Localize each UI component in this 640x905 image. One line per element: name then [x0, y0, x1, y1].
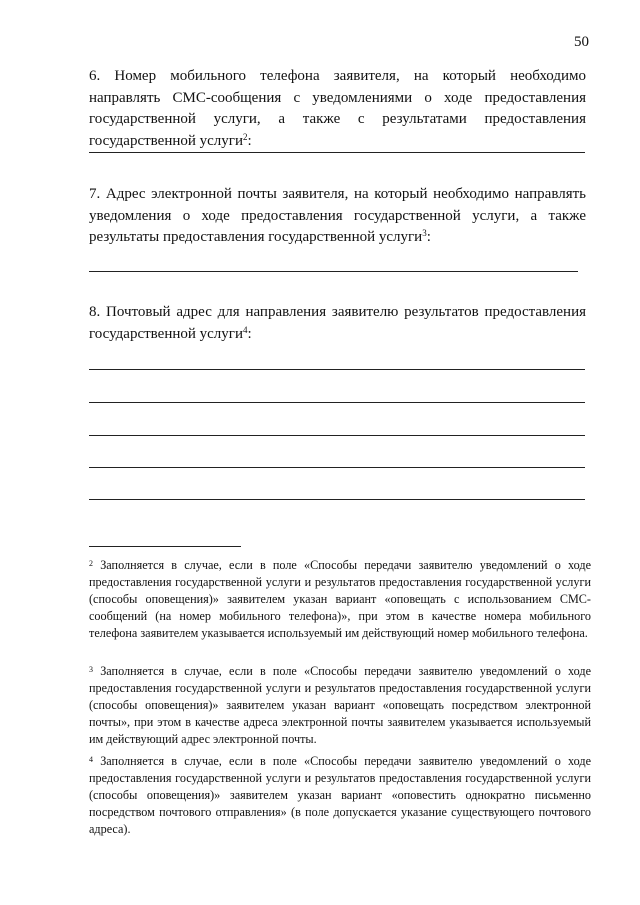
item-7-email-label: 7. Адрес электронной почты заявителя, на который необходимо направлять уведомления о ходе предоставления государственной услуги, а также результаты предоставления государственной услуги$^3$: — [89, 186, 586, 245]
footnote-number: 4 — [89, 755, 93, 764]
postal-address-fill-line[interactable] — [89, 402, 585, 403]
footnote-3: $^3$ Заполняется в случае, если в поле «Способы передачи заявителю уведомлений о ходе предоставления государственной услуги и результатов предоставления государственной услуги (способы оповещения)» заявителем указан вариант «оповещать посредством электронной почты», при этом в качестве адреса электронной почты заявителем указывается используемый им действующий адрес электронной почты. — [89, 664, 592, 746]
mobile-phone-fill-line[interactable] — [89, 152, 585, 153]
postal-address-fill-line[interactable] — [89, 499, 585, 500]
footnote-4: $^4$ Заполняется в случае, если в поле «Способы передачи заявителю уведомлений о ходе предоставления государственной услуги и результатов предоставления государственной услуги (способы оповещения)» заявителем указан вариант «оповестить однократно письменно посредством почтового отправления» (в поле допускается указание существующего почтового адреса). — [89, 754, 592, 836]
footnote-separator — [89, 546, 241, 547]
footnote-number: 3 — [89, 665, 93, 674]
postal-address-fill-line[interactable] — [89, 369, 585, 370]
postal-address-fill-line[interactable] — [89, 435, 585, 436]
footnote-ref-3: 3 — [422, 228, 427, 238]
footnote-ref-4: 4 — [242, 324, 248, 335]
postal-address-fill-line[interactable] — [89, 467, 585, 468]
footnote-2: $^2$ Заполняется в случае, если в поле «Способы передачи заявителю уведомлений о ходе предоставления государственной услуги и результатов предоставления государственной услуги (способы оповещения)» заявителем указан вариант «оповещать с использованием СМС-сообщений (на номер мобильного телефона)», при этом в качестве номера мобильного телефона заявителем указывается используемый им действующий номер мобильного телефона. — [89, 558, 592, 640]
footnote-number: 2 — [89, 559, 93, 568]
item-8-postal-address-label: 8. Почтовый адрес для направления заявителю результатов предоставления государственной услуги$^4$: — [89, 304, 586, 342]
item-6-mobile-phone-label: 6. Номер мобильного телефона заявителя, на который необходимо направлять СМС-сообщения с уведомлениями о ходе предоставления государственной услуги, а также с результатами предоставления государственной услуги$^2$: — [89, 68, 586, 149]
footnote-ref-2: 2 — [242, 131, 248, 142]
page-number: 50 — [574, 34, 589, 50]
email-fill-line[interactable] — [89, 271, 578, 272]
